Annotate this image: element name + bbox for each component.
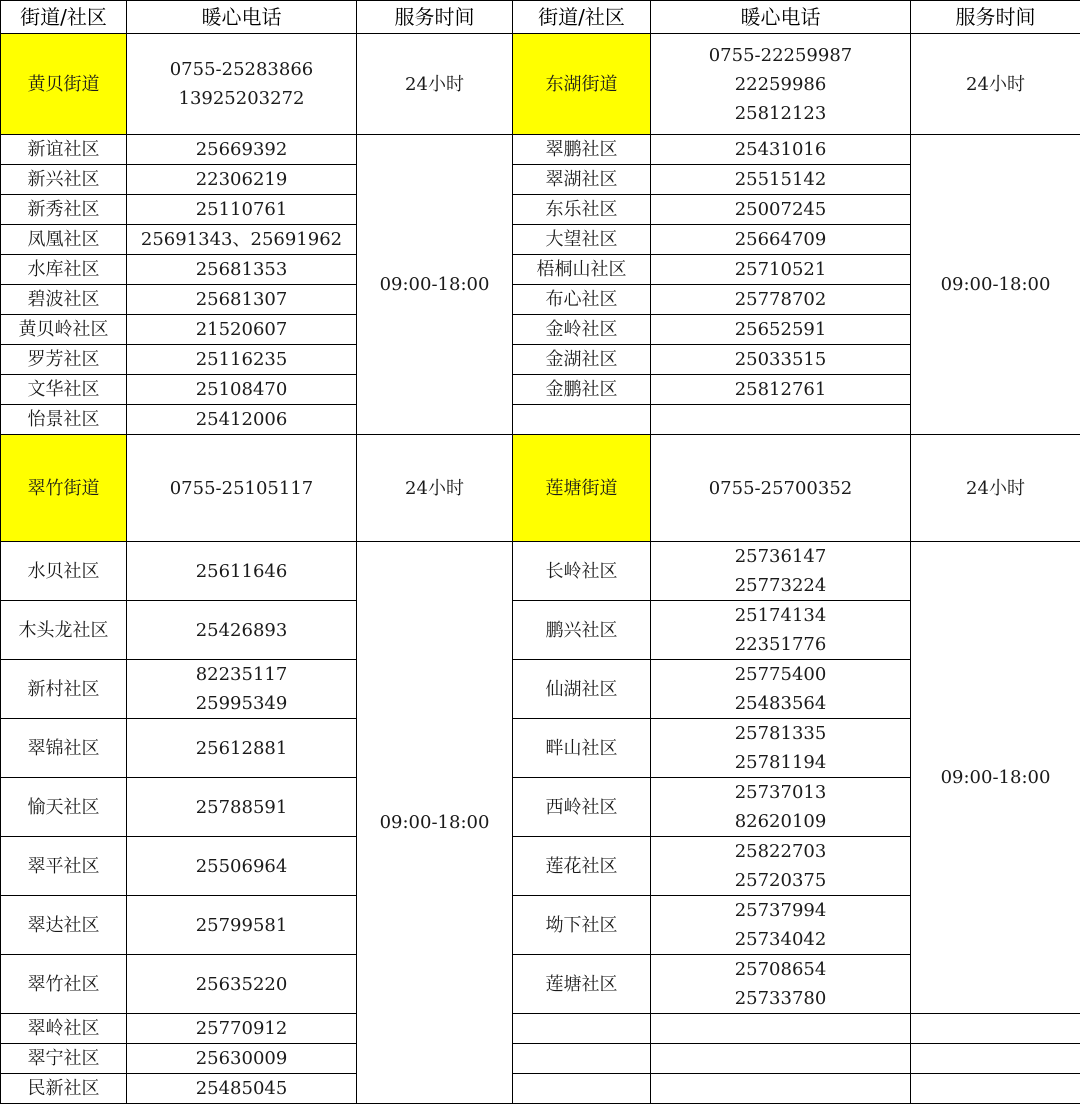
empty-cell xyxy=(651,1074,911,1104)
community-phone: 25515142 xyxy=(651,165,911,195)
community-name: 大望社区 xyxy=(513,225,651,255)
community-name: 金湖社区 xyxy=(513,345,651,375)
community-name: 民新社区 xyxy=(1,1074,127,1104)
community-phone: 25681353 xyxy=(127,255,357,285)
community-phone: 25108470 xyxy=(127,375,357,405)
street-hours-donghu: 24小时 xyxy=(911,34,1080,135)
community-phone: 25612881 xyxy=(127,719,357,778)
phone-number: 82620109 xyxy=(651,807,910,836)
community-phone: 25664709 xyxy=(651,225,911,255)
community-hours-liantang: 09:00-18:00 xyxy=(911,542,1080,1014)
community-name: 翠平社区 xyxy=(1,837,127,896)
community-name: 翠竹社区 xyxy=(1,955,127,1014)
phone-number: 25822703 xyxy=(651,837,910,866)
phone-number: 13925203272 xyxy=(127,84,356,113)
community-phone xyxy=(651,896,911,955)
community-name: 坳下社区 xyxy=(513,896,651,955)
phone-number: 25708654 xyxy=(651,955,910,984)
table-row xyxy=(1,1074,1080,1104)
street-name-liantang: 莲塘街道 xyxy=(513,435,651,542)
header-street-community: 街道/社区 xyxy=(1,1,127,34)
empty-cell xyxy=(513,1074,651,1104)
phone-number: 25733780 xyxy=(651,984,910,1013)
phone-number: 22259986 xyxy=(651,70,910,99)
empty-cell xyxy=(513,405,651,435)
community-name: 愉天社区 xyxy=(1,778,127,837)
empty-cell xyxy=(651,1014,911,1044)
phone-number: 25781194 xyxy=(651,748,910,777)
community-phone: 25778702 xyxy=(651,285,911,315)
table-row xyxy=(1,1044,1080,1074)
community-name: 鹏兴社区 xyxy=(513,601,651,660)
community-name: 西岭社区 xyxy=(513,778,651,837)
community-name: 新谊社区 xyxy=(1,135,127,165)
community-name: 新村社区 xyxy=(1,660,127,719)
community-name: 文华社区 xyxy=(1,375,127,405)
community-phone: 25799581 xyxy=(127,896,357,955)
community-phone: 25635220 xyxy=(127,955,357,1014)
community-hours-huangbei: 09:00-18:00 xyxy=(357,135,513,435)
phone-number: 25812123 xyxy=(651,99,910,128)
community-phone xyxy=(651,719,911,778)
community-name: 凤凰社区 xyxy=(1,225,127,255)
community-name: 新秀社区 xyxy=(1,195,127,225)
header-street-community: 街道/社区 xyxy=(513,1,651,34)
community-phone: 22306219 xyxy=(127,165,357,195)
community-phone xyxy=(651,778,911,837)
community-name: 翠岭社区 xyxy=(1,1014,127,1044)
phone-number: 25483564 xyxy=(651,689,910,718)
table-row xyxy=(1,135,1080,165)
community-hours-donghu: 09:00-18:00 xyxy=(911,135,1080,435)
community-phone: 21520607 xyxy=(127,315,357,345)
community-phone: 25669392 xyxy=(127,135,357,165)
phone-number: 25781335 xyxy=(651,719,910,748)
community-name: 莲花社区 xyxy=(513,837,651,896)
street-hours-liantang: 24小时 xyxy=(911,435,1080,542)
community-name: 仙湖社区 xyxy=(513,660,651,719)
street-row xyxy=(1,34,1080,135)
community-phone: 25788591 xyxy=(127,778,357,837)
community-phone: 25007245 xyxy=(651,195,911,225)
community-name: 翠宁社区 xyxy=(1,1044,127,1074)
street-phone-huangbei xyxy=(127,34,357,135)
community-phone: 25412006 xyxy=(127,405,357,435)
street-hours-huangbei: 24小时 xyxy=(357,34,513,135)
header-phone: 暖心电话 xyxy=(651,1,911,34)
community-name: 长岭社区 xyxy=(513,542,651,601)
community-name: 布心社区 xyxy=(513,285,651,315)
community-phone: 25033515 xyxy=(651,345,911,375)
community-phone xyxy=(651,542,911,601)
phone-number: 25737013 xyxy=(651,778,910,807)
community-name: 翠鹏社区 xyxy=(513,135,651,165)
empty-cell xyxy=(513,1044,651,1074)
community-phone: 25770912 xyxy=(127,1014,357,1044)
table-row xyxy=(1,1014,1080,1044)
header-hours: 服务时间 xyxy=(911,1,1080,34)
empty-cell xyxy=(651,1044,911,1074)
street-phone-liantang: 0755-25700352 xyxy=(651,435,911,542)
community-phone xyxy=(651,955,911,1014)
community-phone: 25431016 xyxy=(651,135,911,165)
community-phone: 25116235 xyxy=(127,345,357,375)
community-phone: 25426893 xyxy=(127,601,357,660)
header-phone: 暖心电话 xyxy=(127,1,357,34)
community-name: 翠湖社区 xyxy=(513,165,651,195)
community-name: 新兴社区 xyxy=(1,165,127,195)
community-phone xyxy=(651,660,911,719)
street-hours-cuizhu: 24小时 xyxy=(357,435,513,542)
community-phone: 25485045 xyxy=(127,1074,357,1104)
street-name-cuizhu: 翠竹街道 xyxy=(1,435,127,542)
community-phone: 25681307 xyxy=(127,285,357,315)
phone-number: 0755-25283866 xyxy=(127,55,356,84)
community-name: 黄贝岭社区 xyxy=(1,315,127,345)
community-phone xyxy=(127,660,357,719)
community-name: 梧桐山社区 xyxy=(513,255,651,285)
community-phone: 25110761 xyxy=(127,195,357,225)
community-hours-cuizhu: 09:00-18:00 xyxy=(357,542,513,1104)
community-phone: 25506964 xyxy=(127,837,357,896)
community-name: 畔山社区 xyxy=(513,719,651,778)
street-phone-donghu xyxy=(651,34,911,135)
empty-cell xyxy=(911,1074,1080,1104)
phone-number: 25737994 xyxy=(651,896,910,925)
phone-number: 0755-22259987 xyxy=(651,41,910,70)
phone-number: 25773224 xyxy=(651,571,910,600)
community-name: 金鹏社区 xyxy=(513,375,651,405)
community-name: 翠达社区 xyxy=(1,896,127,955)
phone-number: 25720375 xyxy=(651,866,910,895)
phone-number: 25734042 xyxy=(651,925,910,954)
phone-number: 25736147 xyxy=(651,542,910,571)
empty-cell xyxy=(911,1014,1080,1044)
community-name: 碧波社区 xyxy=(1,285,127,315)
community-name: 翠锦社区 xyxy=(1,719,127,778)
street-name-donghu: 东湖街道 xyxy=(513,34,651,135)
community-name: 水库社区 xyxy=(1,255,127,285)
community-name: 东乐社区 xyxy=(513,195,651,225)
community-phone xyxy=(651,837,911,896)
community-phone: 25611646 xyxy=(127,542,357,601)
empty-cell xyxy=(651,405,911,435)
street-name-huangbei: 黄贝街道 xyxy=(1,34,127,135)
community-phone xyxy=(651,601,911,660)
community-phone: 25710521 xyxy=(651,255,911,285)
community-name: 怡景社区 xyxy=(1,405,127,435)
community-name: 水贝社区 xyxy=(1,542,127,601)
phone-number: 82235117 xyxy=(127,660,356,689)
community-phone: 25652591 xyxy=(651,315,911,345)
table-row xyxy=(1,542,1080,601)
community-name: 罗芳社区 xyxy=(1,345,127,375)
phone-number: 25174134 xyxy=(651,601,910,630)
phone-number: 25775400 xyxy=(651,660,910,689)
empty-cell xyxy=(911,1044,1080,1074)
community-phone: 25691343、25691962 xyxy=(127,225,357,255)
community-phone: 25812761 xyxy=(651,375,911,405)
phone-number: 25995349 xyxy=(127,689,356,718)
empty-cell xyxy=(513,1014,651,1044)
header-row xyxy=(1,1,1080,34)
street-row xyxy=(1,435,1080,542)
community-name: 木头龙社区 xyxy=(1,601,127,660)
street-phone-cuizhu: 0755-25105117 xyxy=(127,435,357,542)
community-name: 金岭社区 xyxy=(513,315,651,345)
community-name: 莲塘社区 xyxy=(513,955,651,1014)
header-hours: 服务时间 xyxy=(357,1,513,34)
phone-number: 22351776 xyxy=(651,630,910,659)
community-phone: 25630009 xyxy=(127,1044,357,1074)
